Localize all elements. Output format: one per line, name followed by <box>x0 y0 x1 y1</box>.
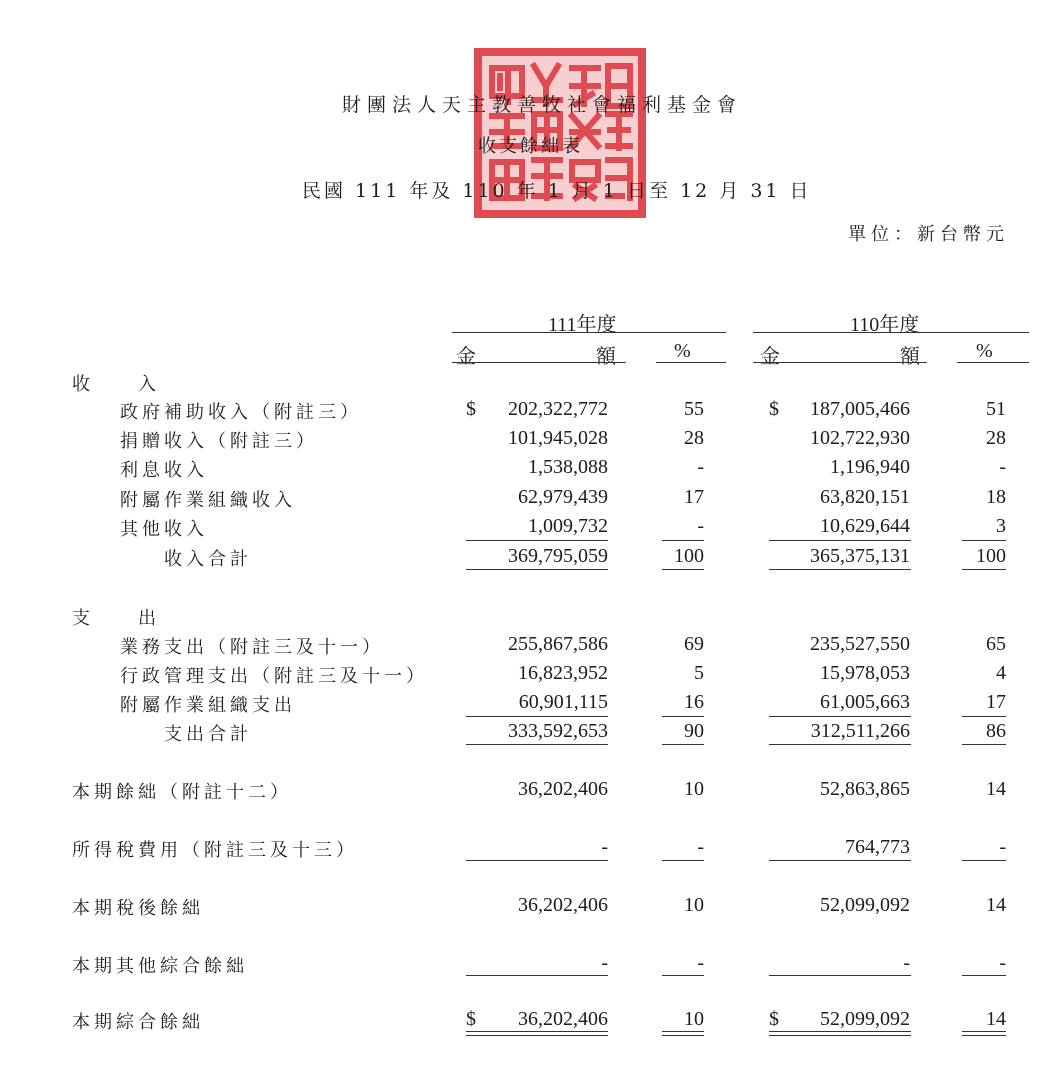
currency-symbol: $ <box>769 398 779 420</box>
income-row-percent-110: 28 <box>986 427 1006 449</box>
expense-total-percent-111: 90 <box>684 720 704 742</box>
income-row-percent-110: 18 <box>986 486 1006 508</box>
expense-row-percent-110: 17 <box>986 691 1006 713</box>
summary-row-label: 本期其他綜合餘絀 <box>72 956 248 977</box>
summary-row-amount-110: 52,099,092 <box>820 894 910 916</box>
currency-unit: 單位：新台幣元 <box>848 224 1009 245</box>
income-row-percent-111: 55 <box>684 398 704 420</box>
organization-name: 財團法人天主教善牧社會福利基金會 <box>342 94 743 116</box>
income-row-amount-110: 1,196,940 <box>830 456 910 478</box>
income-total-amount-111: 369,795,059 <box>508 545 608 567</box>
summary-row-amount-110: 764,773 <box>845 836 910 858</box>
expense-row-label: 業務支出（附註三及十一） <box>120 637 384 658</box>
expense-total-amount-110: 312,511,266 <box>810 720 910 742</box>
col-amount-110: 金 額 <box>760 346 920 368</box>
income-row-label: 其他收入 <box>120 519 208 540</box>
income-section-title: 收 入 <box>72 374 160 395</box>
expense-row-amount-111: 16,823,952 <box>518 662 608 684</box>
income-row-percent-110: - <box>999 456 1006 478</box>
summary-row-amount-111: 36,202,406 <box>518 894 608 916</box>
report-period: 民國 111 年及 110 年 1 月 1 日至 12 月 31 日 <box>302 180 812 202</box>
currency-symbol: $ <box>466 398 476 420</box>
income-total-label: 收入合計 <box>164 549 252 570</box>
expense-total-label: 支出合計 <box>164 724 252 745</box>
income-row-percent-111: - <box>697 456 704 478</box>
col-year-110: 110年度 <box>850 314 920 336</box>
expense-section-title: 支 出 <box>72 608 160 629</box>
income-row-amount-111: 101,945,028 <box>508 427 608 449</box>
income-row-amount-110: 187,005,466 <box>810 398 910 420</box>
income-row-label: 政府補助收入（附註三） <box>120 402 362 423</box>
income-row-label: 利息收入 <box>120 460 208 481</box>
expense-row-amount-110: 15,978,053 <box>820 662 910 684</box>
expense-row-percent-110: 4 <box>996 662 1006 684</box>
summary-row-percent-111: 10 <box>684 1008 704 1030</box>
income-row-amount-110: 63,820,151 <box>820 486 910 508</box>
summary-row-percent-111: - <box>697 952 704 974</box>
expense-row-label: 附屬作業組織支出 <box>120 695 296 716</box>
summary-row-percent-111: 10 <box>684 894 704 916</box>
summary-row-percent-110: 14 <box>986 1008 1006 1030</box>
summary-row-amount-110: - <box>903 952 910 974</box>
summary-row-amount-110: 52,099,092 <box>820 1008 910 1030</box>
expense-total-amount-111: 333,592,653 <box>508 720 608 742</box>
summary-row-amount-110: 52,863,865 <box>820 778 910 800</box>
summary-row-label: 本期綜合餘絀 <box>72 1012 204 1033</box>
summary-row-label: 本期餘絀（附註十二） <box>72 782 292 803</box>
summary-row-percent-111: 10 <box>684 778 704 800</box>
currency-symbol: $ <box>466 1008 476 1030</box>
income-row-percent-111: 28 <box>684 427 704 449</box>
income-total-percent-111: 100 <box>674 545 704 567</box>
expense-row-amount-110: 235,527,550 <box>810 633 910 655</box>
income-row-percent-110: 3 <box>996 515 1006 537</box>
income-row-amount-110: 102,722,930 <box>810 427 910 449</box>
summary-row-label: 所得稅費用（附註三及十三） <box>72 840 358 861</box>
col-percent-110: % <box>976 340 993 362</box>
income-row-amount-111: 1,009,732 <box>528 515 608 537</box>
summary-row-amount-111: - <box>601 952 608 974</box>
income-row-amount-111: 62,979,439 <box>518 486 608 508</box>
summary-row-percent-111: - <box>697 836 704 858</box>
expense-row-percent-110: 65 <box>986 633 1006 655</box>
income-row-percent-111: - <box>697 515 704 537</box>
summary-row-label: 本期稅後餘絀 <box>72 898 204 919</box>
summary-row-amount-111: 36,202,406 <box>518 1008 608 1030</box>
expense-row-percent-111: 69 <box>684 633 704 655</box>
income-row-amount-111: 1,538,088 <box>528 456 608 478</box>
income-row-amount-110: 10,629,644 <box>820 515 910 537</box>
summary-row-percent-110: 14 <box>986 894 1006 916</box>
income-row-percent-110: 51 <box>986 398 1006 420</box>
income-row-label: 附屬作業組織收入 <box>120 490 296 511</box>
income-total-amount-110: 365,375,131 <box>810 545 910 567</box>
income-row-amount-111: 202,322,772 <box>508 398 608 420</box>
expense-row-label: 行政管理支出（附註三及十一） <box>120 666 428 687</box>
income-row-percent-111: 17 <box>684 486 704 508</box>
col-percent-111: % <box>674 340 691 362</box>
col-year-111: 111年度 <box>548 314 617 336</box>
summary-row-amount-111: - <box>601 836 608 858</box>
expense-row-amount-111: 255,867,586 <box>508 633 608 655</box>
report-title: 收支餘絀表 <box>478 136 583 157</box>
col-amount-111: 金 額 <box>456 346 616 368</box>
summary-row-percent-110: 14 <box>986 778 1006 800</box>
expense-row-percent-111: 16 <box>684 691 704 713</box>
expense-total-percent-110: 86 <box>986 720 1006 742</box>
expense-row-amount-110: 61,005,663 <box>820 691 910 713</box>
summary-row-percent-110: - <box>999 952 1006 974</box>
summary-row-percent-110: - <box>999 836 1006 858</box>
expense-row-percent-111: 5 <box>694 662 704 684</box>
expense-row-amount-111: 60,901,115 <box>518 691 608 713</box>
summary-row-amount-111: 36,202,406 <box>518 778 608 800</box>
income-total-percent-110: 100 <box>976 545 1006 567</box>
income-row-label: 捐贈收入（附註三） <box>120 431 318 452</box>
currency-symbol: $ <box>769 1008 779 1030</box>
